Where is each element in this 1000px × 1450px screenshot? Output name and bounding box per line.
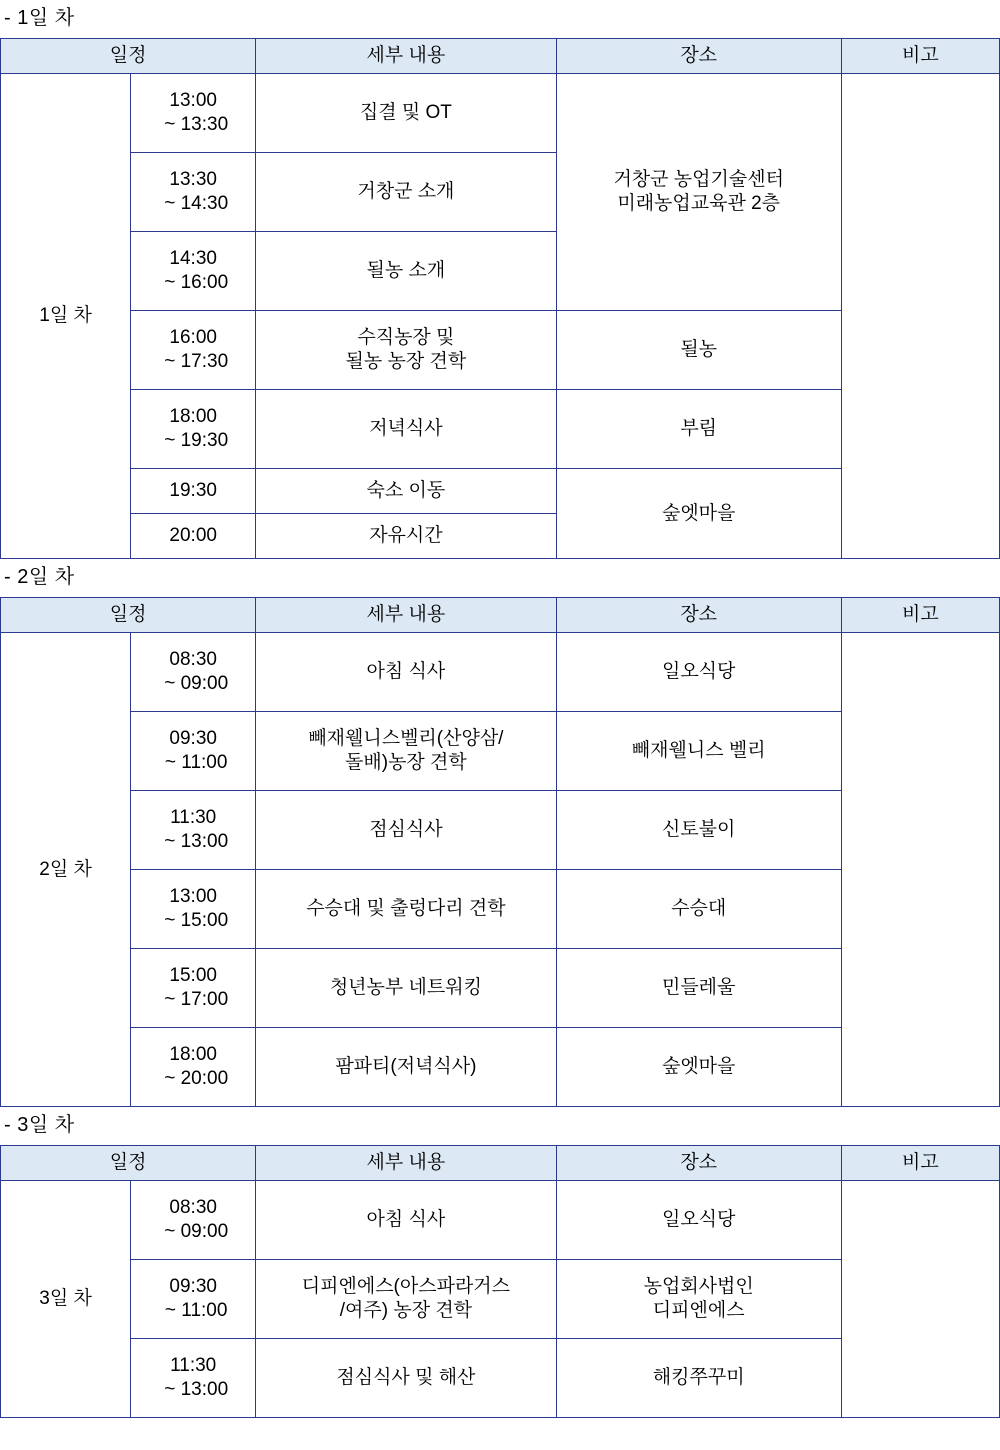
day-cell: 1일 차	[1, 74, 131, 559]
detail-line: 디피엔에스(아스파라거스	[301, 1276, 511, 1298]
place-line: 농업회사법인	[643, 1276, 754, 1298]
detail-line: 점심식사 및 해산	[336, 1367, 476, 1389]
place-line: 신토불이	[661, 819, 736, 841]
place-cell	[556, 311, 841, 390]
detail-line: 점심식사	[369, 819, 443, 841]
schedule-table-day3	[0, 1145, 1000, 1418]
detail-line: 아침 식사	[366, 1209, 446, 1231]
place-cell	[556, 390, 841, 469]
place-cell	[556, 870, 841, 949]
time-cell	[131, 390, 256, 469]
note-cell	[841, 74, 999, 559]
time-end: ~ 17:30	[164, 351, 229, 372]
time-cell	[131, 1028, 256, 1107]
detail-line: 집결 및 OT	[359, 102, 452, 124]
note-cell	[841, 1181, 999, 1418]
time-cell	[131, 1260, 256, 1339]
time-end: ~ 09:00	[164, 673, 229, 694]
detail-line: 수직농장 및	[357, 327, 455, 349]
column-header-note: 비고	[841, 1146, 999, 1181]
column-header-detail: 세부 내용	[256, 39, 556, 74]
table-row	[1, 74, 1000, 153]
place-line: 될농	[680, 339, 718, 361]
time-cell	[131, 469, 256, 514]
detail-cell	[256, 232, 556, 311]
time-end: ~ 16:00	[164, 272, 229, 293]
detail-cell	[256, 1339, 556, 1418]
time-end: ~ 17:00	[164, 989, 229, 1010]
schedule-table-day1	[0, 38, 1000, 559]
place-line: 해킹쭈꾸미	[652, 1367, 745, 1389]
detail-cell	[256, 469, 556, 514]
day-heading-2: - 2일 차	[4, 566, 75, 588]
place-line: 빼재웰니스 벨리	[631, 740, 766, 762]
detail-cell	[256, 791, 556, 870]
detail-cell	[256, 1028, 556, 1107]
note-cell	[841, 633, 999, 1107]
place-line: 일오식당	[661, 1209, 736, 1231]
column-header-place: 장소	[556, 39, 841, 74]
place-line: 부림	[680, 418, 718, 440]
table-header-row	[1, 39, 1000, 74]
detail-line: 팜파티(저녁식사)	[335, 1056, 477, 1078]
time-start: 09:30	[169, 1276, 217, 1298]
detail-line: 빼재웰니스벨리(산양삼/	[308, 728, 504, 750]
detail-cell	[256, 390, 556, 469]
time-cell	[131, 514, 256, 559]
schedule-table-day2	[0, 597, 1000, 1107]
time-start: 19:30	[169, 480, 217, 502]
detail-cell	[256, 74, 556, 153]
time-cell	[131, 633, 256, 712]
time-start: 13:30	[169, 169, 217, 191]
detail-cell	[256, 1181, 556, 1260]
column-header-schedule: 일정	[1, 598, 256, 633]
detail-cell	[256, 870, 556, 949]
detail-line: 숙소 이동	[366, 480, 446, 502]
column-header-place: 장소	[556, 1146, 841, 1181]
time-start: 13:00	[169, 886, 217, 908]
detail-cell	[256, 633, 556, 712]
day-heading-3: - 3일 차	[4, 1114, 75, 1136]
place-cell	[556, 712, 841, 791]
place-line: 숲엣마을	[661, 1056, 736, 1078]
detail-cell	[256, 949, 556, 1028]
place-cell	[556, 633, 841, 712]
column-header-detail: 세부 내용	[256, 598, 556, 633]
place-cell	[556, 1339, 841, 1418]
place-cell	[556, 791, 841, 870]
detail-cell	[256, 514, 556, 559]
place-cell	[556, 469, 841, 559]
detail-line: 수승대 및 출렁다리 견학	[306, 898, 506, 920]
time-start: 18:00	[169, 406, 217, 428]
time-start: 14:30	[169, 248, 217, 270]
time-end: ~ 19:30	[164, 430, 229, 451]
place-line: 디피엔에스	[652, 1300, 745, 1321]
place-line: 숲엣마을	[661, 502, 736, 524]
place-cell	[556, 74, 841, 311]
time-cell	[131, 791, 256, 870]
time-cell	[131, 153, 256, 232]
time-start: 20:00	[169, 525, 217, 547]
time-cell	[131, 232, 256, 311]
day-heading-1: - 1일 차	[4, 7, 75, 29]
time-cell	[131, 311, 256, 390]
column-header-note: 비고	[841, 39, 999, 74]
time-start: 18:00	[169, 1044, 217, 1066]
place-line: 일오식당	[661, 661, 736, 683]
time-cell	[131, 74, 256, 153]
detail-line: 자유시간	[369, 525, 443, 547]
column-header-schedule: 일정	[1, 1146, 256, 1181]
detail-line: 될농 소개	[366, 260, 446, 282]
time-start: 09:30	[169, 728, 217, 750]
time-cell	[131, 870, 256, 949]
place-line: 수승대	[671, 898, 727, 920]
place-cell	[556, 949, 841, 1028]
place-line: 민들레울	[661, 977, 736, 999]
detail-line: 청년농부 네트워킹	[329, 977, 482, 999]
table-header-row	[1, 598, 1000, 633]
time-start: 13:00	[169, 90, 217, 112]
detail-line: 될농 농장 견학	[345, 351, 467, 372]
detail-cell	[256, 311, 556, 390]
column-header-schedule: 일정	[1, 39, 256, 74]
table-row	[1, 1181, 1000, 1260]
time-end: ~ 11:00	[164, 752, 228, 773]
place-cell	[556, 1028, 841, 1107]
table-header-row	[1, 1146, 1000, 1181]
time-end: ~ 13:30	[164, 114, 229, 135]
time-end: ~ 20:00	[164, 1068, 229, 1089]
detail-cell	[256, 1260, 556, 1339]
time-end: ~ 11:00	[164, 1300, 228, 1321]
column-header-place: 장소	[556, 598, 841, 633]
place-line: 미래농업교육관 2층	[617, 193, 781, 214]
column-header-detail: 세부 내용	[256, 1146, 556, 1181]
day-cell: 2일 차	[1, 633, 131, 1107]
place-line: 거창군 농업기술센터	[613, 169, 784, 191]
detail-line: /여주) 농장 견학	[339, 1300, 473, 1321]
detail-line: 돌배)농장 견학	[345, 752, 467, 773]
time-end: ~ 13:00	[164, 831, 229, 852]
time-start: 11:30	[170, 1355, 217, 1377]
day-cell: 3일 차	[1, 1181, 131, 1418]
detail-cell	[256, 153, 556, 232]
time-cell	[131, 1339, 256, 1418]
detail-cell	[256, 712, 556, 791]
time-start: 08:30	[169, 1197, 217, 1219]
time-end: ~ 13:00	[164, 1379, 229, 1400]
time-cell	[131, 949, 256, 1028]
detail-line: 거창군 소개	[357, 181, 455, 203]
time-end: ~ 14:30	[164, 193, 229, 214]
time-end: ~ 15:00	[164, 910, 229, 931]
time-start: 11:30	[170, 807, 217, 829]
detail-line: 아침 식사	[366, 661, 446, 683]
detail-line: 저녁식사	[369, 418, 443, 440]
time-cell	[131, 712, 256, 791]
time-start: 15:00	[169, 965, 217, 987]
table-row	[1, 633, 1000, 712]
place-cell	[556, 1181, 841, 1260]
column-header-note: 비고	[841, 598, 999, 633]
place-cell	[556, 1260, 841, 1339]
time-start: 08:30	[169, 649, 217, 671]
time-start: 16:00	[169, 327, 217, 349]
time-end: ~ 09:00	[164, 1221, 229, 1242]
time-cell	[131, 1181, 256, 1260]
